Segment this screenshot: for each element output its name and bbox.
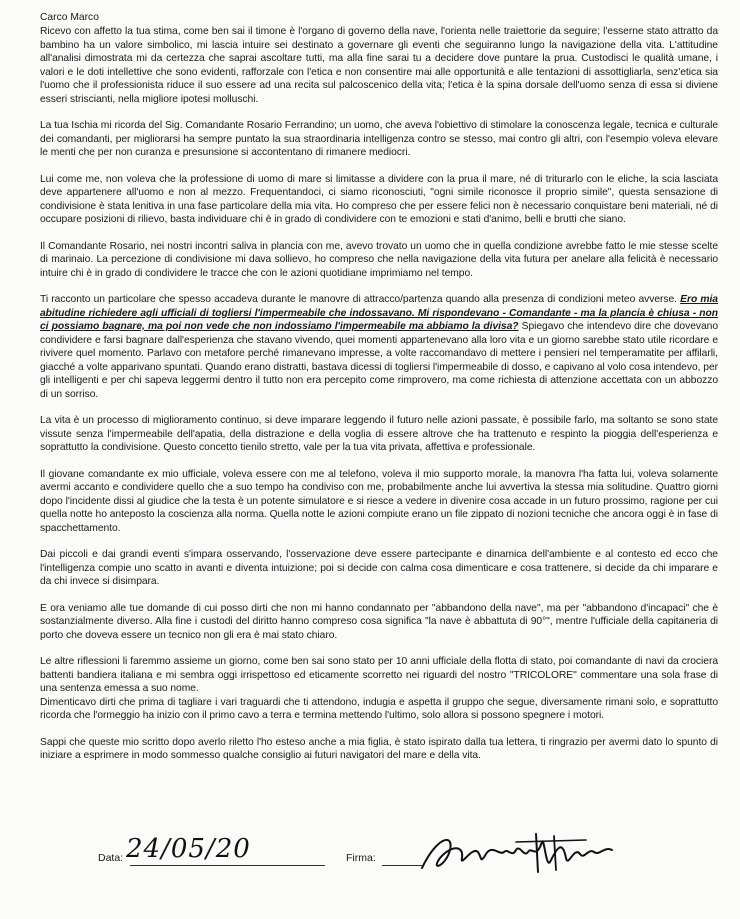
paragraph-closing: Sappi che queste mio scritto dopo averlo riletto l'ho esteso anche a mia figlia, è stato ispirato dalla tua lettera, ti ringrazio per avermi dato lo spunto di iniziare a esprimere in modo sommesso qualche consiglio ai futuri navigatori del mare e della vita. xyxy=(40,736,718,761)
signature-block xyxy=(98,834,718,878)
paragraph-3: Lui come me, non voleva che la professione di uomo di mare si limitasse a dividere con la prua il mare, né di triturarlo con le eliche, la scia lasciata deve appartenere all'uomo e non al mezzo. Frequentandoci, ci siamo riconosciuti, "ogni simile riconosce il proprio simile", questa sensazione di condivisione è stata lenitiva in una fase particolare della mia vita. Ho compreso che per essere felici non è necessario conquistare beni materiali, né di occupare posizioni di rilievo, basta individuare chi è in grado di condividere con te emozioni e stati d'animo, belli e brutti che siano. xyxy=(40,173,718,225)
handwritten-date: 24/05/20 xyxy=(126,834,251,864)
paragraph-9: E ora veniamo alle tue domande di cui posso dirti che non mi hanno condannato per "abbandono della nave", ma per "abbandono d'incapaci" che è sostanzialmente diverso. Alla fine i custodi del diritto hanno compreso cosa significa "la nave è abbattuta di 90°", mentre l'ufficiale della capitaneria di porto che doveva essere un tecnico non gli era è mai stato chiaro. xyxy=(40,602,718,641)
handwritten-signature xyxy=(416,828,626,878)
paragraph-7: Il giovane comandante ex mio ufficiale, voleva essere con me al telefono, voleva il mio supporto morale, la manovra l'ha fatta lui, voleva solamente avermi accanto e condividere quello che a suo tempo ha condiviso con me, probabilmente anche lui avvertiva la stessa mia solitudine. Quattro giorni dopo l'incidente dissi al giudice che la testa è un potente simulatore e si riesce a vedere in divenire cosa accade in un futuro prossimo, ragione per cui quella notte ho anteposto la coscienza alla norma. Quella notte le azioni compiute erano un file zippato di nozioni tecniche che ancora oggi è in fase di spacchettamento. xyxy=(40,468,718,534)
paragraph-dimenticavo: Dimenticavo dirti che prima di tagliare i vari traguardi che ti attendono, indugia e aspetta il gruppo che segue, diversamente rimani solo, e soprattutto ricorda che l'ormeggio ha inizio con il primo cavo a terra e termina mettendo l'ultimo, solo allora si possono spegnere i motori. xyxy=(40,696,718,721)
paragraph-1: Ricevo con affetto la tua stima, come ben sai il timone è l'organo di governo della nave, l'orienta nelle traiettorie da seguire; l'esserne stato attratto da bambino ha un valore simbolico, mi lascia intuire sei destinato a governare gli eventi che seguiranno lungo la navigazione della vita. L'attitudine all'analisi dimostrata mi da certezza che saprai ascoltare tutti, ma alla fine sarai tu a decidere dove puntare la prua. Custodisci le qualità umane, i valori e le doti intellettive che sono evidenti, rafforzale con l'etica e non consentire mai alle opportunità e alle tentazioni di assottigliarla, senz'etica sia l'uomo che il professionista riduce il suo essere ad una recita sul palcoscenico della vita; l'etica è la spina dorsale dell'uomo senza di essa si diviene esseri striscianti, nella migliore ipotesi molluschi. xyxy=(40,26,718,105)
paragraph-4: Il Comandante Rosario, nei nostri incontri saliva in plancia con me, avevo trovato un uomo che in quella condizione avrebbe fatto le mie stesse scelte di marinaio. La percezione di condivisione mi dava sollievo, ho compreso che nella navigazione della vita futura per anelare alla felicità è necessario intuire chi è in grado di condividere le tracce che con le azioni quotidiane imprimiamo nel tempo. xyxy=(40,240,718,279)
signature-label: Firma: xyxy=(346,852,376,864)
paragraph-5-rest: Spiegavo che intendevo dire che dovevano condividere e farsi bagnare dall'esperienza che stavano vivendo, quei momenti appartenevano alla loro vita e un giorno sarebbe stato utile ricordare e rivivere quel momento. Parlavo con metafore perché rimanevano impresse, a volte raccomandavo di mettere i pensieri nel temperamatite per affilarli, giacché a volte apparivano spuntati. Quando erano distratti, bastava dicessi di togliersi l'impermeabile di dosso, e capivano al volo cosa intendevo, per gli intelligenti e per chi sapeva leggermi dentro il tutto non era percepito come rimprovero, ma come richiesta di attenzione accettata con un abbozzo di un sorriso. xyxy=(40,321,718,400)
paragraph-5-emphasis: Ero mia abitudine richiedere agli ufficiali di togliersi l'impermeabile che indossavano. Mi rispondevano - Comandante - ma la plancia è chiusa - non ci possiamo bagnare, ma poi non vede che non indossiamo l'impermeabile ma abbiamo la divisa? xyxy=(40,294,718,332)
paragraph-5-lead: Ti racconto un particolare che spesso accadeva durante le manovre di attracco/partenza quando alla presenza di condizioni meteo avverse. xyxy=(40,294,681,305)
paragraph-6: La vita è un processo di miglioramento continuo, si deve imparare leggendo il futuro nelle azioni passate, è possibile farlo, ma soltanto se sono state vissute senza l'impermeabile dell'apatia, della distrazione e della voglia di essere altrove che ha trattenuto e respinto la pioggia dell'esperienza e soprattutto la condivisione. Questo concetto tienilo stretto, vale per la tua vita privata, affettiva e professionale. xyxy=(40,415,718,453)
greeting: Carco Marco xyxy=(40,12,99,23)
paragraph-10: Le altre riflessioni li faremmo assieme un giorno, come ben sai sono stato per 10 anni ufficiale della flotta di stato, poi comandante di navi da crociera battenti bandiera italiana e mi sembra oggi irrispettoso ed eticamente scorretto nei riguardi del nostro "TRICOLORE" commentare una sola frase di una sentenza emessa a suo nome. xyxy=(40,656,718,694)
date-label: Data: xyxy=(98,852,124,864)
date-line xyxy=(130,865,325,866)
paragraph-5 xyxy=(40,293,718,401)
paragraph-2: La tua Ischia mi ricorda del Sig. Comandante Rosario Ferrandino; un uomo, che aveva l'obiettivo di stimolare la conoscenza legale, tecnica e culturale dei comandanti, per migliorarsi ha sempre puntato la sua straordinaria intelligenza contro se stesso, mai contro gli altri, con l'esempio voleva elevare le menti che per non curanza e presunsione si accontentano di rimanere mediocri. xyxy=(40,120,718,158)
paragraph-8: Dai piccoli e dai grandi eventi s'impara osservando, l'osservazione deve essere partecipante e dinamica dell'ambiente e al contesto ed ecco che l'intelligenza compie uno scatto in avanti e diventa intuizione; poi si decide con calma cosa dimenticare e cosa trattenere, si decide da chi imparare e da chi invece si disimpara. xyxy=(40,549,718,587)
